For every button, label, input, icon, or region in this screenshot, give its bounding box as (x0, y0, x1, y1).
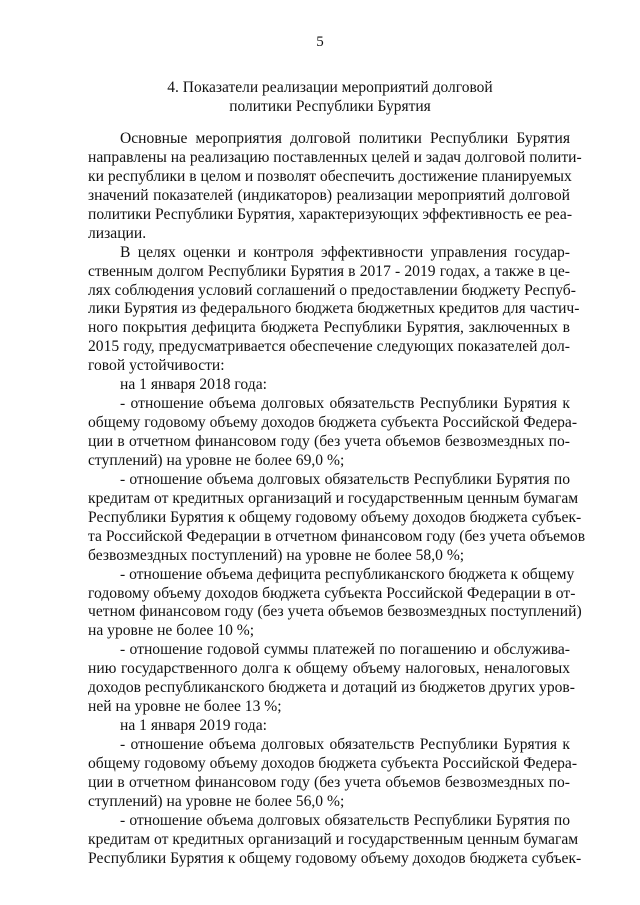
text-line: ки республики в целом и позволят обеспечить достижение планируемых (88, 167, 572, 185)
text-line: говой устойчивости: (88, 357, 225, 375)
section-heading-line: политики Республики Бурятия (229, 98, 431, 115)
text-line: годовому объему доходов бюджета субъекта Российской Федерации в от- (88, 584, 576, 602)
text-line: безвозмездных поступлений) на уровне не более 58,0 %; (88, 546, 465, 564)
text-line: лизации. (88, 224, 147, 242)
section-heading (100, 78, 560, 116)
text-line: ственным долгом Республики Бурятия в 2017 - 2019 годах, а также в це- (88, 262, 570, 280)
text-line: та Российской Федерации в отчетном финансовом году (без учета объемов (88, 527, 586, 545)
text-line: кредитам от кредитных организаций и государственным ценным бумагам (88, 830, 579, 848)
text-line: направлены на реализацию поставленных целей и задач долговой полити- (88, 148, 582, 166)
text-line: Республики Бурятия к общему годовому объему доходов бюджета субъек- (88, 849, 582, 867)
text-line: ции в отчетном финансовом году (без учета объемов безвозмездных по- (88, 773, 570, 791)
text-line: - отношение объема долговых обязательств Республики Бурятия по (120, 470, 570, 488)
text-line: на уровне не более 10 %; (88, 622, 255, 640)
text-line: - отношение годовой суммы платежей по погашению и обслужива- (120, 641, 570, 659)
text-line: кредитам от кредитных организаций и государственным ценным бумагам (88, 489, 579, 507)
text-line: лики Бурятия из федерального бюджета бюджетных кредитов для частич- (88, 300, 580, 318)
text-line: доходов республиканского бюджета и дотаций из бюджетов других уров- (88, 679, 575, 697)
page-number: 5 (316, 34, 324, 50)
text-line: на 1 января 2018 года: (120, 376, 267, 394)
text-line: - отношение объема дефицита республиканского бюджета к общему (120, 565, 575, 583)
text-line: Республики Бурятия к общему годовому объему доходов бюджета субъек- (88, 508, 582, 526)
text-line: нию государственного долга к общему объему налоговых, неналоговых (88, 660, 570, 678)
text-line: общему годовому объему доходов бюджета субъекта Российской Федера- (88, 754, 578, 772)
text-line: четном финансовом году (без учета объемов безвозмездных поступлений) (88, 603, 582, 621)
text-line: - отношение объема долговых обязательств Республики Бурятия к (120, 395, 570, 413)
body-text (88, 130, 586, 869)
text-line: ступлений) на уровне не более 69,0 %; (88, 451, 345, 469)
text-line: 2015 году, предусматривается обеспечение следующих показателей дол- (88, 338, 570, 356)
text-line: общему годовому объему доходов бюджета субъекта Российской Федера- (88, 414, 578, 432)
text-line: лях соблюдения условий соглашений о предоставлении бюджету Респуб- (88, 281, 576, 299)
text-line: ней на уровне не более 13 %; (88, 698, 282, 716)
text-line: - отношение объема долговых обязательств Республики Бурятия по (120, 811, 570, 829)
text-line: Основные мероприятия долговой политики Республики Бурятия (120, 130, 570, 147)
text-line: значений показателей (индикаторов) реализации мероприятий долговой (88, 186, 570, 204)
section-heading-line: 4. Показатели реализации мероприятий долговой (167, 79, 493, 96)
text-line: ного покрытия дефицита бюджета Республики Бурятия, заключенных в (88, 319, 570, 337)
text-line: ции в отчетном финансовом году (без учета объемов безвозмездных по- (88, 433, 570, 450)
text-line: на 1 января 2019 года: (120, 717, 267, 735)
text-line: ступлений) на уровне не более 56,0 %; (88, 792, 345, 810)
text-line: - отношение объема долговых обязательств Республики Бурятия к (120, 736, 570, 753)
text-line: В целях оценки и контроля эффективности управления государ- (120, 243, 570, 261)
text-line: политики Республики Бурятия, характеризующих эффективность ее реа- (88, 205, 573, 223)
